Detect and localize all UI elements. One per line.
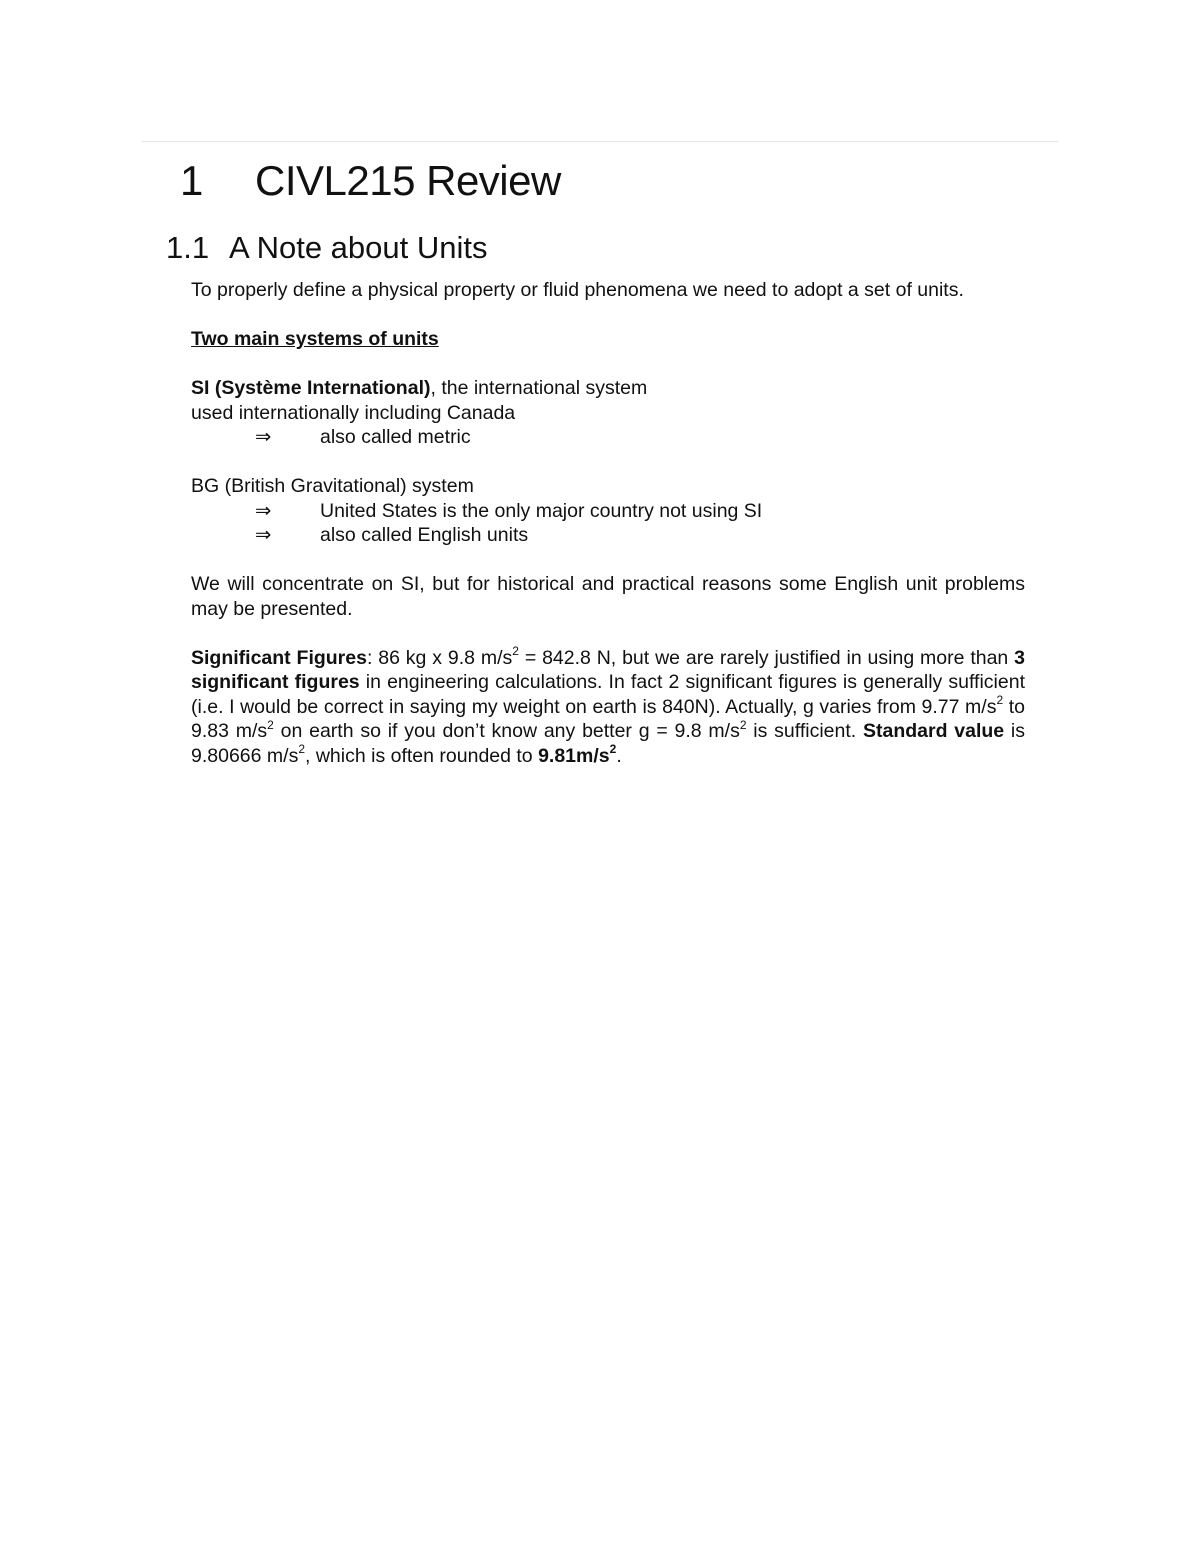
sigfig-text: . bbox=[616, 744, 622, 767]
list-item bbox=[191, 499, 1025, 524]
sigfig-emphasis bbox=[538, 742, 617, 767]
section-heading bbox=[166, 229, 488, 267]
sigfig-text: , which is often rounded to bbox=[305, 744, 539, 767]
intro-paragraph: To properly define a physical property or fluid phenomena we need to adopt a set of units. bbox=[191, 279, 964, 301]
si-line-2: used internationally including Canada bbox=[191, 401, 516, 424]
implies-arrow-icon: ⇒ bbox=[255, 426, 272, 448]
sigfig-text: is sufficient. bbox=[746, 720, 863, 742]
section-title: A Note about Units bbox=[229, 230, 488, 265]
exponent: 2 bbox=[739, 717, 747, 732]
page-top-rule bbox=[142, 141, 1058, 142]
exponent: 2 bbox=[298, 742, 306, 756]
concentrate-paragraph: We will concentrate on SI, but for historical and practical reasons some English unit problems may be presented. bbox=[191, 573, 1025, 620]
bg-bullet-text: United States is the only major country not using SI bbox=[320, 499, 763, 522]
si-desc: , the international system bbox=[430, 377, 648, 399]
chapter-title: CIVL215 Review bbox=[255, 157, 561, 204]
list-item bbox=[191, 425, 1025, 450]
bg-line: BG (British Gravitational) system bbox=[191, 475, 474, 497]
sigfig-label: Significant Figures bbox=[191, 646, 367, 669]
exponent: 2 bbox=[609, 742, 617, 756]
exponent: 2 bbox=[996, 693, 1004, 707]
sigfig-text: on earth so if you don’t know any better g = 9.8 m/s bbox=[273, 720, 740, 742]
si-bullet-text: also called metric bbox=[320, 426, 471, 448]
implies-arrow-icon: ⇒ bbox=[255, 524, 272, 546]
si-line bbox=[191, 376, 1025, 401]
exponent: 2 bbox=[267, 717, 274, 732]
list-item bbox=[191, 523, 1025, 548]
chapter-number: 1 bbox=[180, 157, 203, 204]
sigfig-text: = 842.8 N, but we are rarely justified in using more than bbox=[518, 646, 1015, 669]
sigfig-emphasis: Standard value bbox=[862, 720, 1005, 742]
exponent: 2 bbox=[512, 644, 519, 658]
sigfig-emphasis-text: 9.81m/s bbox=[538, 744, 610, 767]
si-name: SI (Système International) bbox=[191, 377, 431, 399]
sigfig-text: : 86 kg x 9.8 m/s bbox=[366, 646, 513, 669]
sigfig-text: in engineering calculations. In fact 2 significant figures is generally sufficient (i.e. I would be correct in saying my weight on earth is 840N). Actually, g varies from 9.77 m/s bbox=[191, 671, 1025, 718]
sigfig-emphasis: 3 significant figures bbox=[191, 646, 1025, 693]
significant-figures-paragraph bbox=[191, 646, 1025, 769]
section-number: 1.1 bbox=[166, 230, 210, 265]
implies-arrow-icon: ⇒ bbox=[255, 499, 272, 522]
systems-subheading-text: Two main systems of units bbox=[191, 328, 439, 350]
sigfig-text: to 9.83 m/s bbox=[191, 695, 1025, 742]
chapter-heading bbox=[180, 156, 561, 206]
sigfig-text: is 9.80666 m/s bbox=[191, 720, 1026, 767]
systems-subheading bbox=[191, 327, 1025, 352]
bg-bullet-text: also called English units bbox=[320, 524, 529, 546]
section-body bbox=[191, 278, 1025, 768]
